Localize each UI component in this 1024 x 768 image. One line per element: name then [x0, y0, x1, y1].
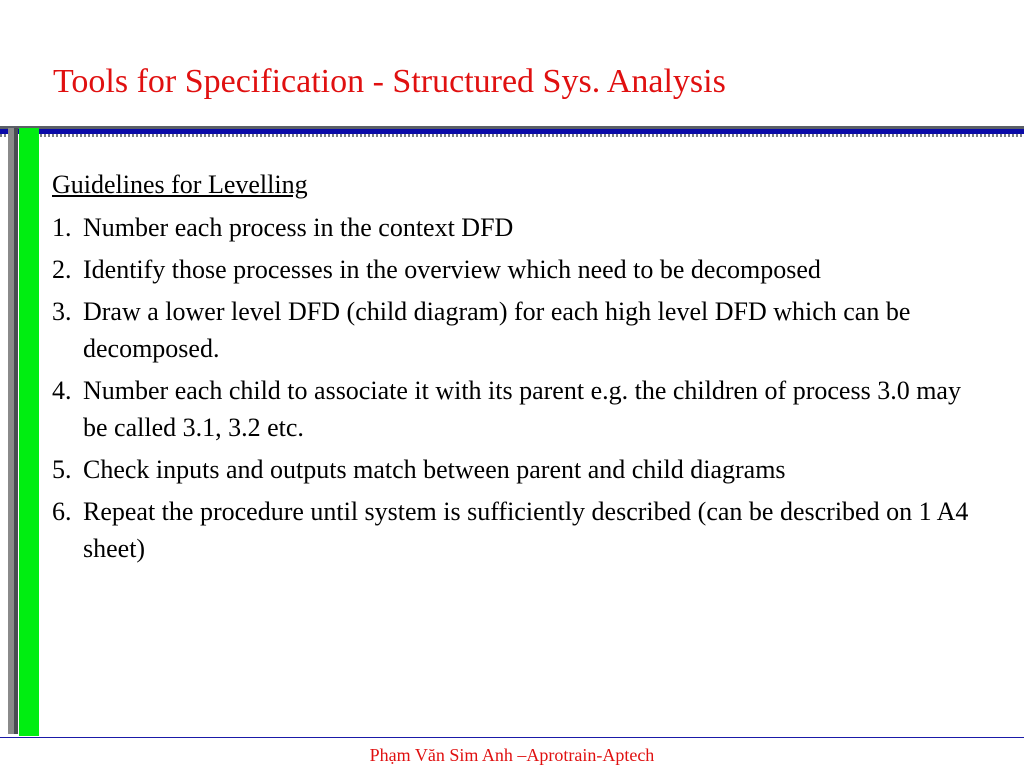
item-number: 4. [52, 376, 72, 405]
item-text: Repeat the procedure until system is sufficiently described (can be described on 1 A4 sheet) [83, 497, 969, 563]
item-number: 1. [52, 213, 72, 242]
item-text: Draw a lower level DFD (child diagram) for each high level DFD which can be decomposed. [83, 297, 911, 363]
guideline-list [52, 209, 982, 567]
list-item [52, 251, 982, 288]
item-number: 6. [52, 497, 72, 526]
left-accent-bar [19, 128, 39, 736]
slide-body [52, 166, 982, 572]
list-item [52, 372, 982, 446]
item-text: Identify those processes in the overview which need to be decomposed [83, 255, 821, 284]
left-gray-bar-shadow [14, 128, 18, 734]
header-divider-dots [0, 134, 1024, 137]
item-text: Number each process in the context DFD [83, 213, 514, 242]
list-item [52, 451, 982, 488]
footer-divider [0, 737, 1024, 738]
slide-footer: Phạm Văn Sim Anh –Aprotrain-Aptech [369, 745, 655, 765]
item-text: Number each child to associate it with its parent e.g. the children of process 3.0 may be called 3.1, 3.2 etc. [83, 376, 961, 442]
item-number: 5. [52, 455, 72, 484]
list-item [52, 493, 982, 567]
item-number: 2. [52, 255, 72, 284]
list-item [52, 209, 982, 246]
slide-title: Tools for Specification - Structured Sys. Analysis [53, 63, 726, 100]
item-text: Check inputs and outputs match between parent and child diagrams [83, 455, 786, 484]
item-number: 3. [52, 297, 72, 326]
section-heading: Guidelines for Levelling [52, 170, 308, 199]
list-item [52, 293, 982, 367]
